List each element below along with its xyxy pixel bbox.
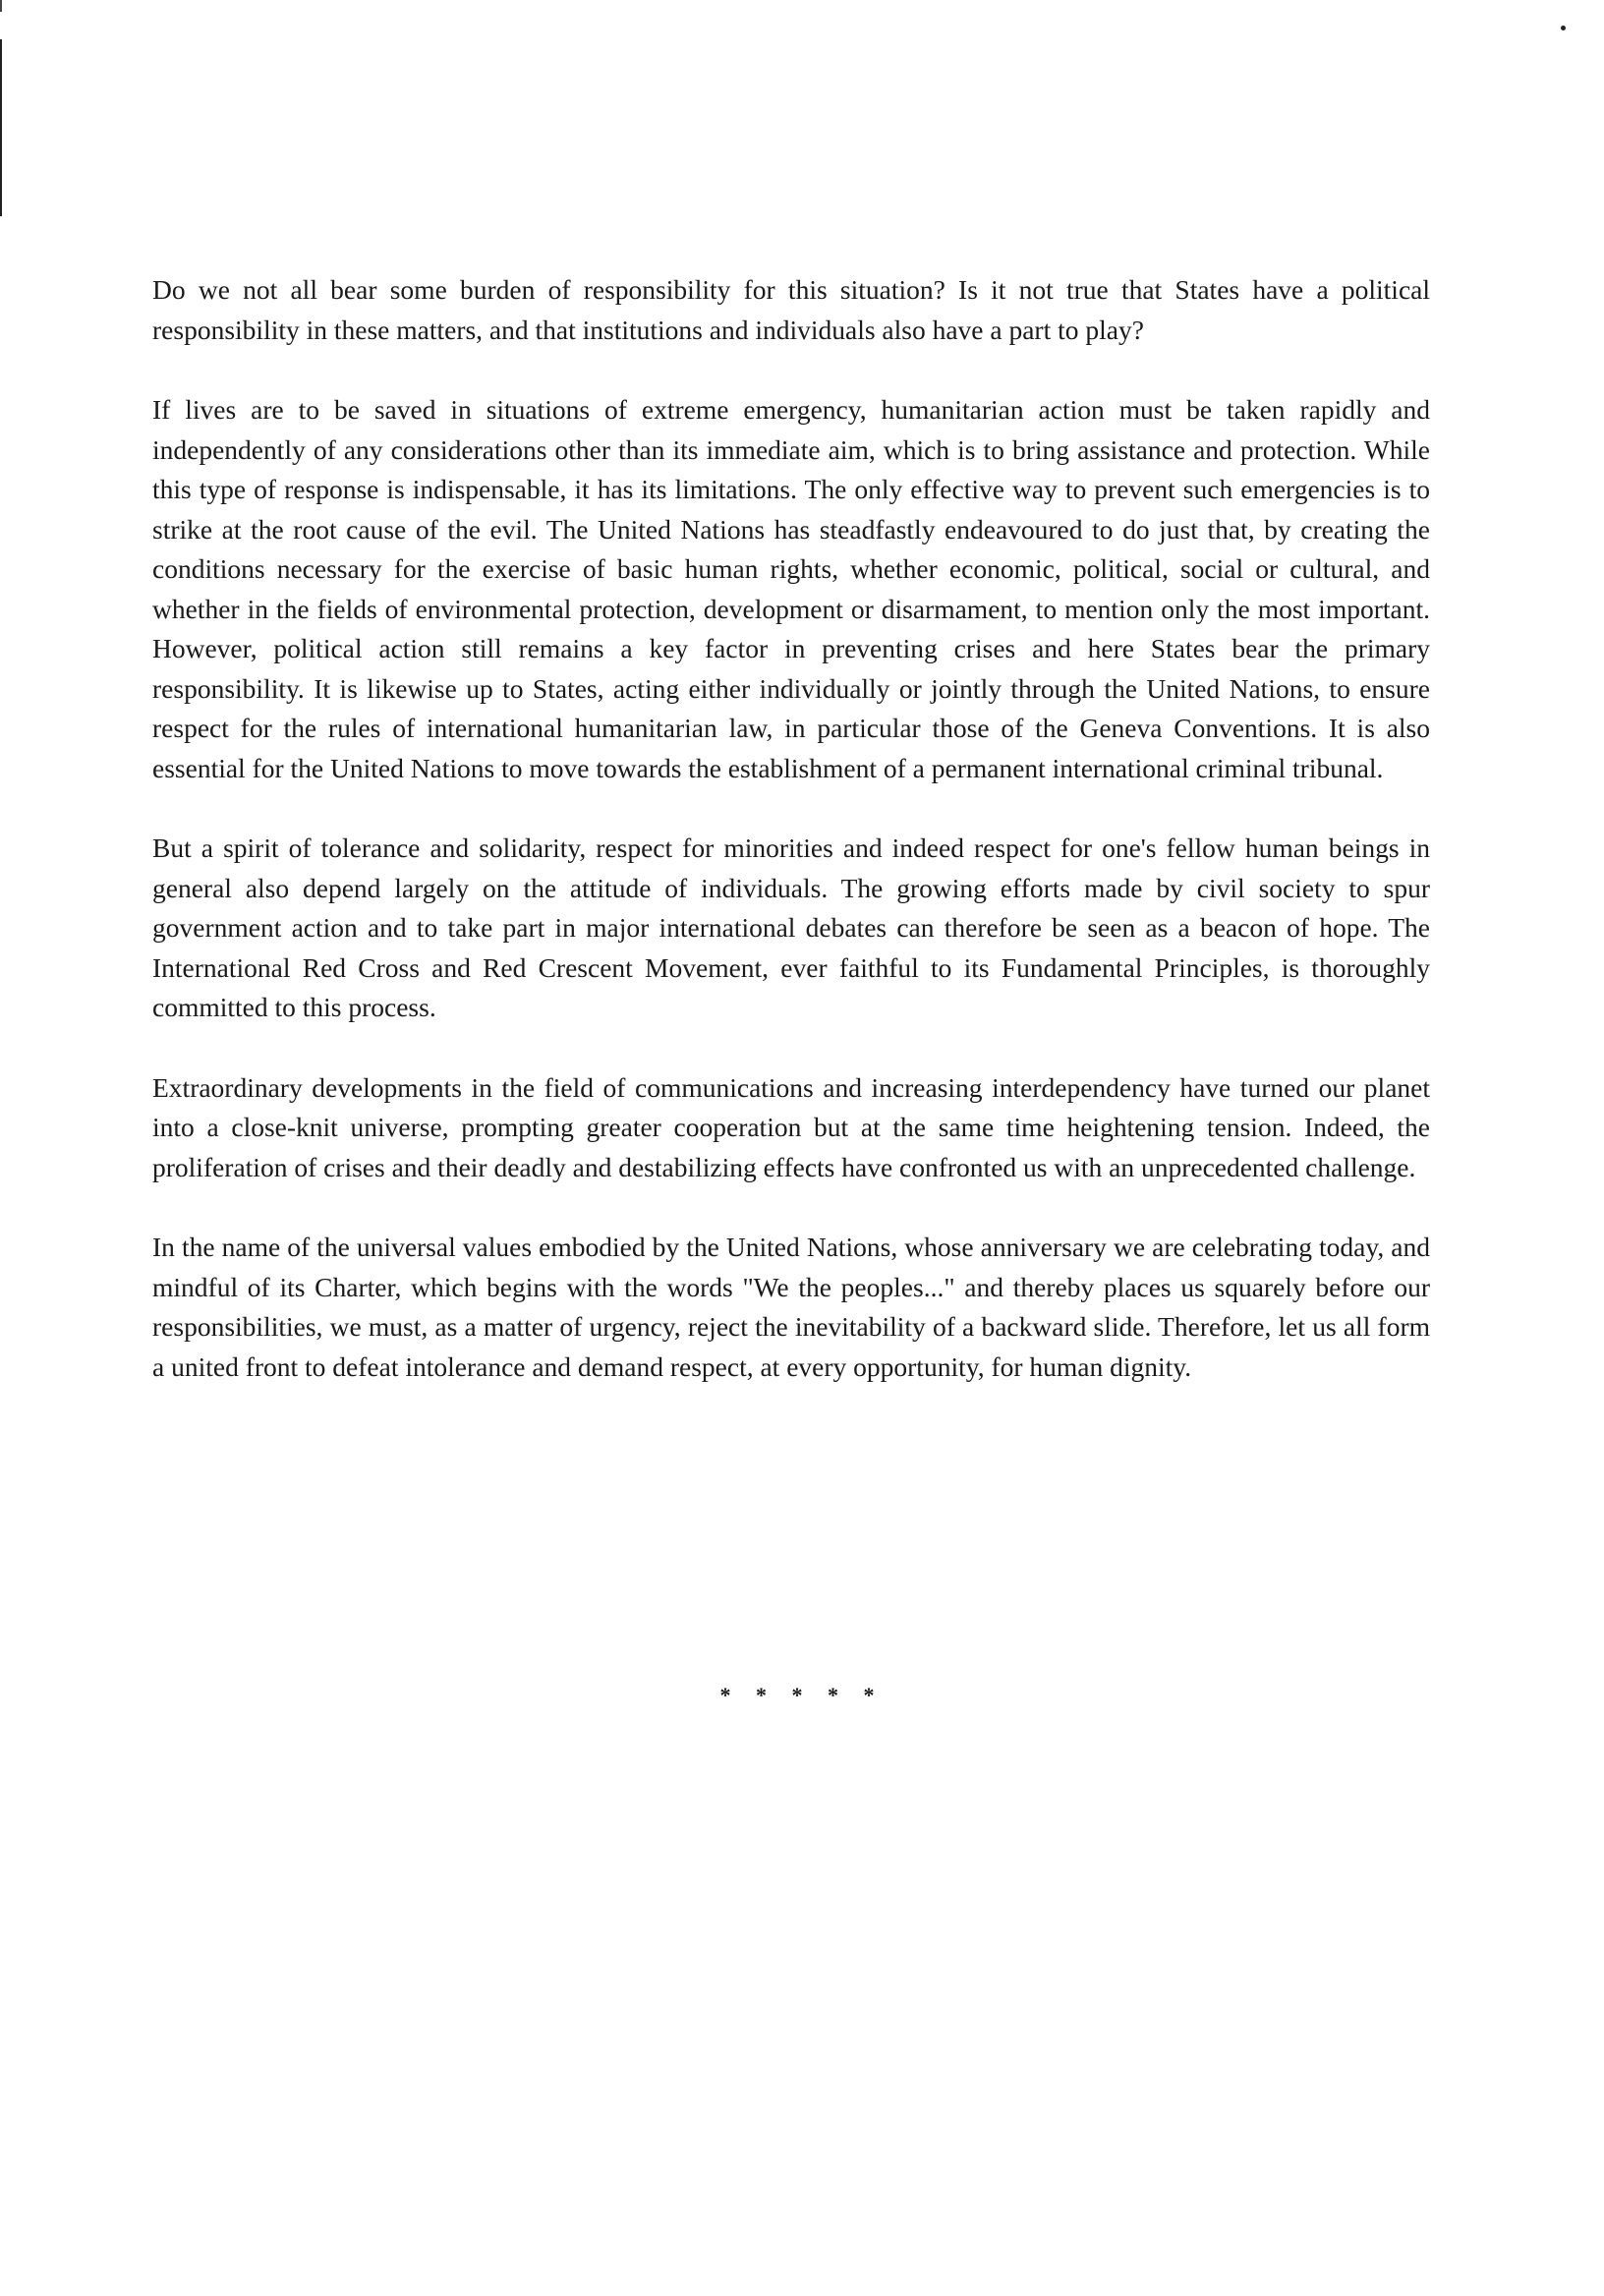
scan-artifact-tick	[0, 0, 2, 12]
document-body	[152, 270, 1430, 1427]
scan-artifact-edge	[0, 39, 2, 216]
paragraph-universal-values: In the name of the universal values embodied by the United Nations, whose anniversary we are celebrating today, and mindful of its Charter, which begins with the words "We the peoples..." and thereby places us squarely before our responsibilities, we must, as a matter of urgency, reject the inevitability of a backward slide. Therefore, let us all form a united front to defeat intolerance and demand respect, at every opportunity, for human dignity.	[152, 1232, 1430, 1382]
scan-artifact-dot	[1561, 26, 1566, 30]
paragraph-humanitarian-action: If lives are to be saved in situations of extreme emergency, humanitarian action must be taken rapidly and independently of any considerations other than its immediate aim, which is to bring assistance and protection. While this type of response is indispensable, it has its limitations. The only effective way to prevent such emergencies is to strike at the root cause of the evil. The United Nations has steadfastly endeavoured to do just that, by creating the conditions necessary for the exercise of basic human rights, whether economic, political, social or cultural, and whether in the fields of environmental protection, development or disarmament, to mention only the most important. However, political action still remains a key factor in preventing crises and here States bear the primary responsibility. It is likewise up to States, acting either individually or jointly through the United Nations, to ensure respect for the rules of international humanitarian law, in particular those of the Geneva Conventions. It is also essential for the United Nations to move towards the establishment of a permanent international criminal tribunal.	[152, 394, 1430, 783]
paragraph-communications: Extraordinary developments in the field of communications and increasing interdependency have turned our planet into a close-knit universe, prompting greater cooperation but at the same time heightening tension. Indeed, the proliferation of crises and their deadly and destabilizing effects have confronted us with an unprecedented challenge.	[152, 1071, 1430, 1182]
end-of-text-mark: * * * * *	[719, 1683, 885, 1707]
paragraph-responsibility: Do we not all bear some burden of responsibility for this situation? Is it not true that States have a political responsibility in these matters, and that institutions and individuals also have a part to play?	[152, 274, 1430, 345]
paragraph-tolerance: But a spirit of tolerance and solidarity, respect for minorities and indeed respect for one's fellow human beings in general also depend largely on the attitude of individuals. The growing efforts made by civil society to spur government action and to take part in major international debates can therefore be seen as a beacon of hope. The International Red Cross and Red Crescent Movement, ever faithful to its Fundamental Principles, is thoroughly committed to this process.	[152, 832, 1430, 1022]
